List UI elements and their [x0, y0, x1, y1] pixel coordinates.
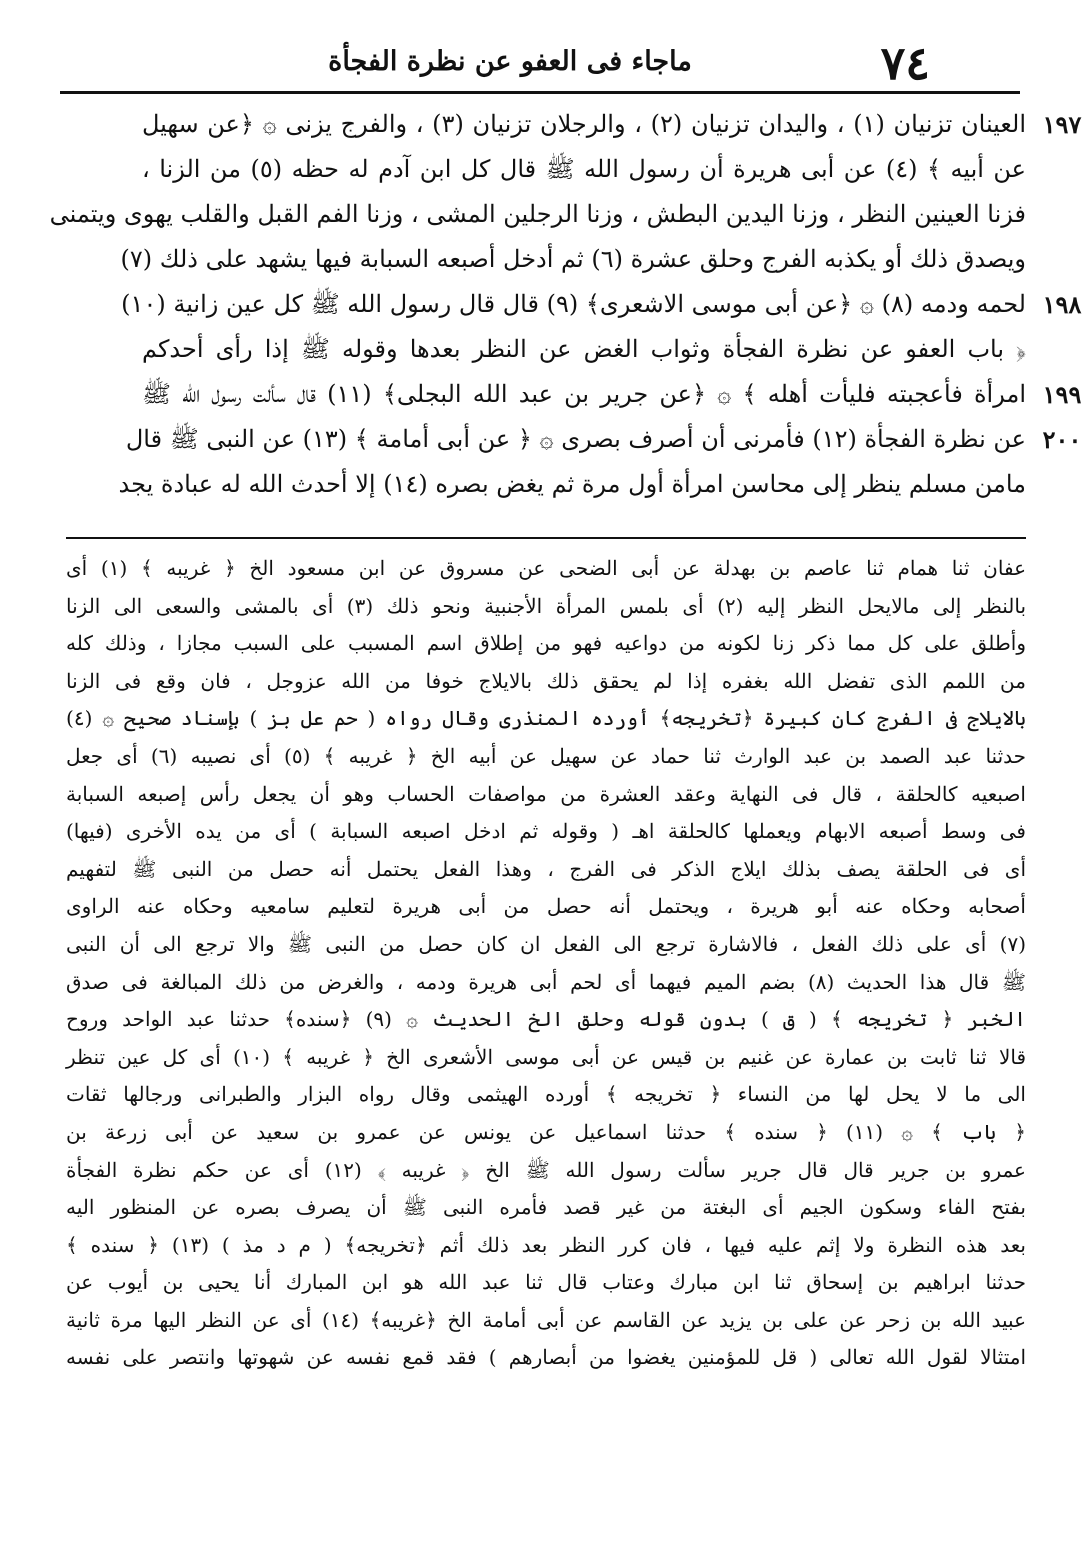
footnote-line: وأطلق على كل مما ذكر زنا لكونه من دواعيه فهو من إطلاق اسم المسبب على السبب مجازا ، وذلك كله [66, 631, 1026, 656]
main-text-line [66, 102, 1082, 147]
footnotes [66, 550, 1026, 1377]
page-number: ٧٤ [880, 36, 930, 90]
footnote-line: بالنظر إلى مالايحل النظر إليه (٢) أى بلمس المرأة الأجنبية ونحو ذلك (٣) أى بالمشى والسعى الى الزنا [66, 593, 1027, 618]
hadith-number: ١٩٧ [1042, 110, 1082, 139]
main-text [49, 102, 1082, 507]
footnote-line: الخبر ﴿ تخريجه ﴾ ( ق ) بدون قوله وحلق الخ الحديث ۞ (٩) ﴿سنده﴾ حدثنا عبد الواحد وروح [66, 1007, 1027, 1032]
footnote-line: أى فى الحلقة يصف بذلك ايلاج الذكر فى الفرج ، وهذا الفعل يحتمل أنه حصل من النبى ﷺ لتفهيم [66, 856, 1026, 881]
footnote-line: حدثنا عبد الصمد بن عبد الوارث ثنا حماد عن سهيل عن أبيه الخ ﴿ غريبه ﴾ (٥) أى نصيبه (٦) أى جعل [66, 743, 1026, 768]
footnote-line: الى ما لا يحل لها من النساء ﴿ تخريجه ﴾ أورده الهيثمى وقال رواه البزار والطبرانى ورجالها ثقات [66, 1082, 1026, 1107]
page-header [60, 30, 1020, 94]
main-text-line [66, 372, 1082, 417]
main-text-line [66, 237, 1026, 282]
hadith-number: ١٩٩ [1042, 380, 1082, 409]
main-text-line [66, 417, 1082, 462]
main-text-line [66, 327, 1026, 372]
footnote-line: ﴿ باب ﴾ ۞ (١١) ﴿ سنده ﴾ حدثنا اسماعيل عن يونس عن عمرو بن سعيد عن أبى زرعة بن [66, 1119, 1026, 1144]
footnote-line: عفان ثنا همام ثنا عاصم بن بهدلة عن أبى الضحى عن مسروق عن ابن مسعود الخ ﴿ غريبه ﴾ (١) أى [66, 556, 1027, 580]
main-text-line [66, 147, 1026, 192]
footnote-line: امتثالا لقول الله تعالى ( قل للمؤمنين يغضوا من أبصارهم ) فقد قمع نفسه عن شهوتها وانتصر على نفسه [66, 1345, 1026, 1370]
main-text-line-content: فزنا العينين النظر ، وزنا اليدين البطش ، وزنا الرجلين المشى ، وزنا الفم القبل والقلب يهوى ويتمنى [49, 200, 1026, 228]
footnote-line: عبيد الله بن زحر عن على بن يزيد عن القاسم عن أبى أمامة الخ ﴿غريبه﴾ (١٤) أى عن النظر اليها مرة ثانية [66, 1307, 1026, 1332]
hadith-number: ١٩٨ [1042, 290, 1082, 319]
footnote-line: فى وسط أصبعه الابهام ويعملها كالحلقة اهـ ( وقوله ثم ادخل اصبعه السبابة ) أى من يده الأخرى (فيها) [66, 819, 1026, 844]
main-text-line-content: ويصدق ذلك أو يكذبه الفرج وحلق عشرة (٦) ثم أدخل أصبعه السبابة فيها يشهد على ذلك (٧) [120, 245, 1026, 273]
main-text-line [66, 462, 1026, 507]
footnote-line: حدثنا ابراهيم بن إسحاق ثنا ابن مبارك وعتاب قال ثنا عبد الله هو ابن المبارك أنا يحيى بن أيوب عن [66, 1270, 1026, 1295]
main-text-line-content: امرأة فأعجبته فليأت أهله ﴾ ۞ ﴿عن جرير بن عبد الله البجلى﴾ (١١) قال سألت رسول الله ﷺ [142, 380, 1026, 408]
footnote-line: ﷺ قال هذا الحديث (٨) بضم الميم فيهما أى لحم أبى هريرة ودمه ، والغرض من ذلك المبالغة فى صدق [66, 969, 1026, 994]
running-title: ماجاء فى العفو عن نظرة الفجأة [328, 46, 692, 77]
footnote-separator [66, 537, 1026, 539]
main-text-line-content: لحمه ودمه (٨) ۞ ﴿عن أبى موسى الاشعرى﴾ (٩) قال قال رسول الله ﷺ كل عين زانية (١٠) [121, 290, 1026, 318]
main-text-line [66, 282, 1082, 327]
footnote-line: من اللمم الذى تفضل الله بغفره إذا لم يحقق ذلك بالايلاج خوفا من الله عزوجل ، فان وقع فى الزنا [66, 668, 1026, 693]
header-rule [60, 91, 1020, 94]
main-text-line-content: ﴿ باب العفو عن نظرة الفجأة وثواب الغض عن النظر بعدها وقوله ﷺ إذا رأى أحدكم [142, 335, 1026, 363]
footnote-line: بالايلاج فى الفرج كان كبيرة ﴿تخريجه﴾ أورده المنذرى وقال رواه ( حم عل بز ) بإسناد صحيح ۞ (٤) [66, 706, 1026, 731]
footnote-line: بعد هذه النظرة ولا إثم عليه فيها ، فان كرر النظر بعد ذلك أثم ﴿تخريجه﴾ ( م د مذ ) (١٣) ﴿ سنده ﴾ [66, 1232, 1026, 1257]
footnote-line: (٧) أى على ذلك الفعل ، فالاشارة ترجع الى الفعل ان كان حصل من النبى ﷺ والا ترجع الى أن النبى [66, 931, 1027, 956]
main-text-line [49, 192, 1026, 237]
main-text-line-content: العينان تزنيان (١) ، واليدان تزنيان (٢) ، والرجلان تزنيان (٣) ، والفرج يزنى ۞ ﴿عن سهيل [142, 110, 1026, 138]
footnote-line: قالا ثنا ثابت بن عمارة عن غنيم بن قيس عن أبى موسى الأشعرى الخ ﴿ غريبه ﴾ (١٠) أى كل عين تنظر [66, 1044, 1026, 1069]
main-text-line-content: عن نظرة الفجأة (١٢) فأمرنى أن أصرف بصرى ۞ ﴿ عن أبى أمامة ﴾ (١٣) عن النبى ﷺ قال [125, 425, 1026, 453]
main-text-line-content: عن أبيه ﴾ (٤) عن أبى هريرة أن رسول الله ﷺ قال كل ابن آدم له حظه (٥) من الزنا ، [142, 155, 1026, 183]
hadith-number: ٢٠٠ [1042, 425, 1082, 454]
footnote-line: عمرو بن جرير قال قال جرير سألت رسول الله ﷺ الخ ﴿ غريبه ﴾ (١٢) أى عن حكم نظرة الفجأة [66, 1157, 1026, 1182]
main-text-line-content: مامن مسلم ينظر إلى محاسن امرأة أول مرة ثم يغض بصره (١٤) إلا أحدث الله له عبادة يجد [118, 470, 1026, 498]
footnote-line: بفتح الفاء وسكون الجيم أى البغتة من غير قصد فأمره النبى ﷺ أن يصرف بصره عن المنظور اليه [66, 1195, 1026, 1220]
footnote-line: أصحابه وحكاه عنه أبو هريرة ، ويحتمل أنه حصل من أبى هريرة لتعليم سامعيه وحكاه عنه الراوى [66, 894, 1026, 919]
footnote-line: اصبعيه كالحلقة ، قال فى النهاية وعقد العشرة من مواصفات الحساب وهو أن يجعل رأس إصبعه السبابة [66, 781, 1026, 806]
